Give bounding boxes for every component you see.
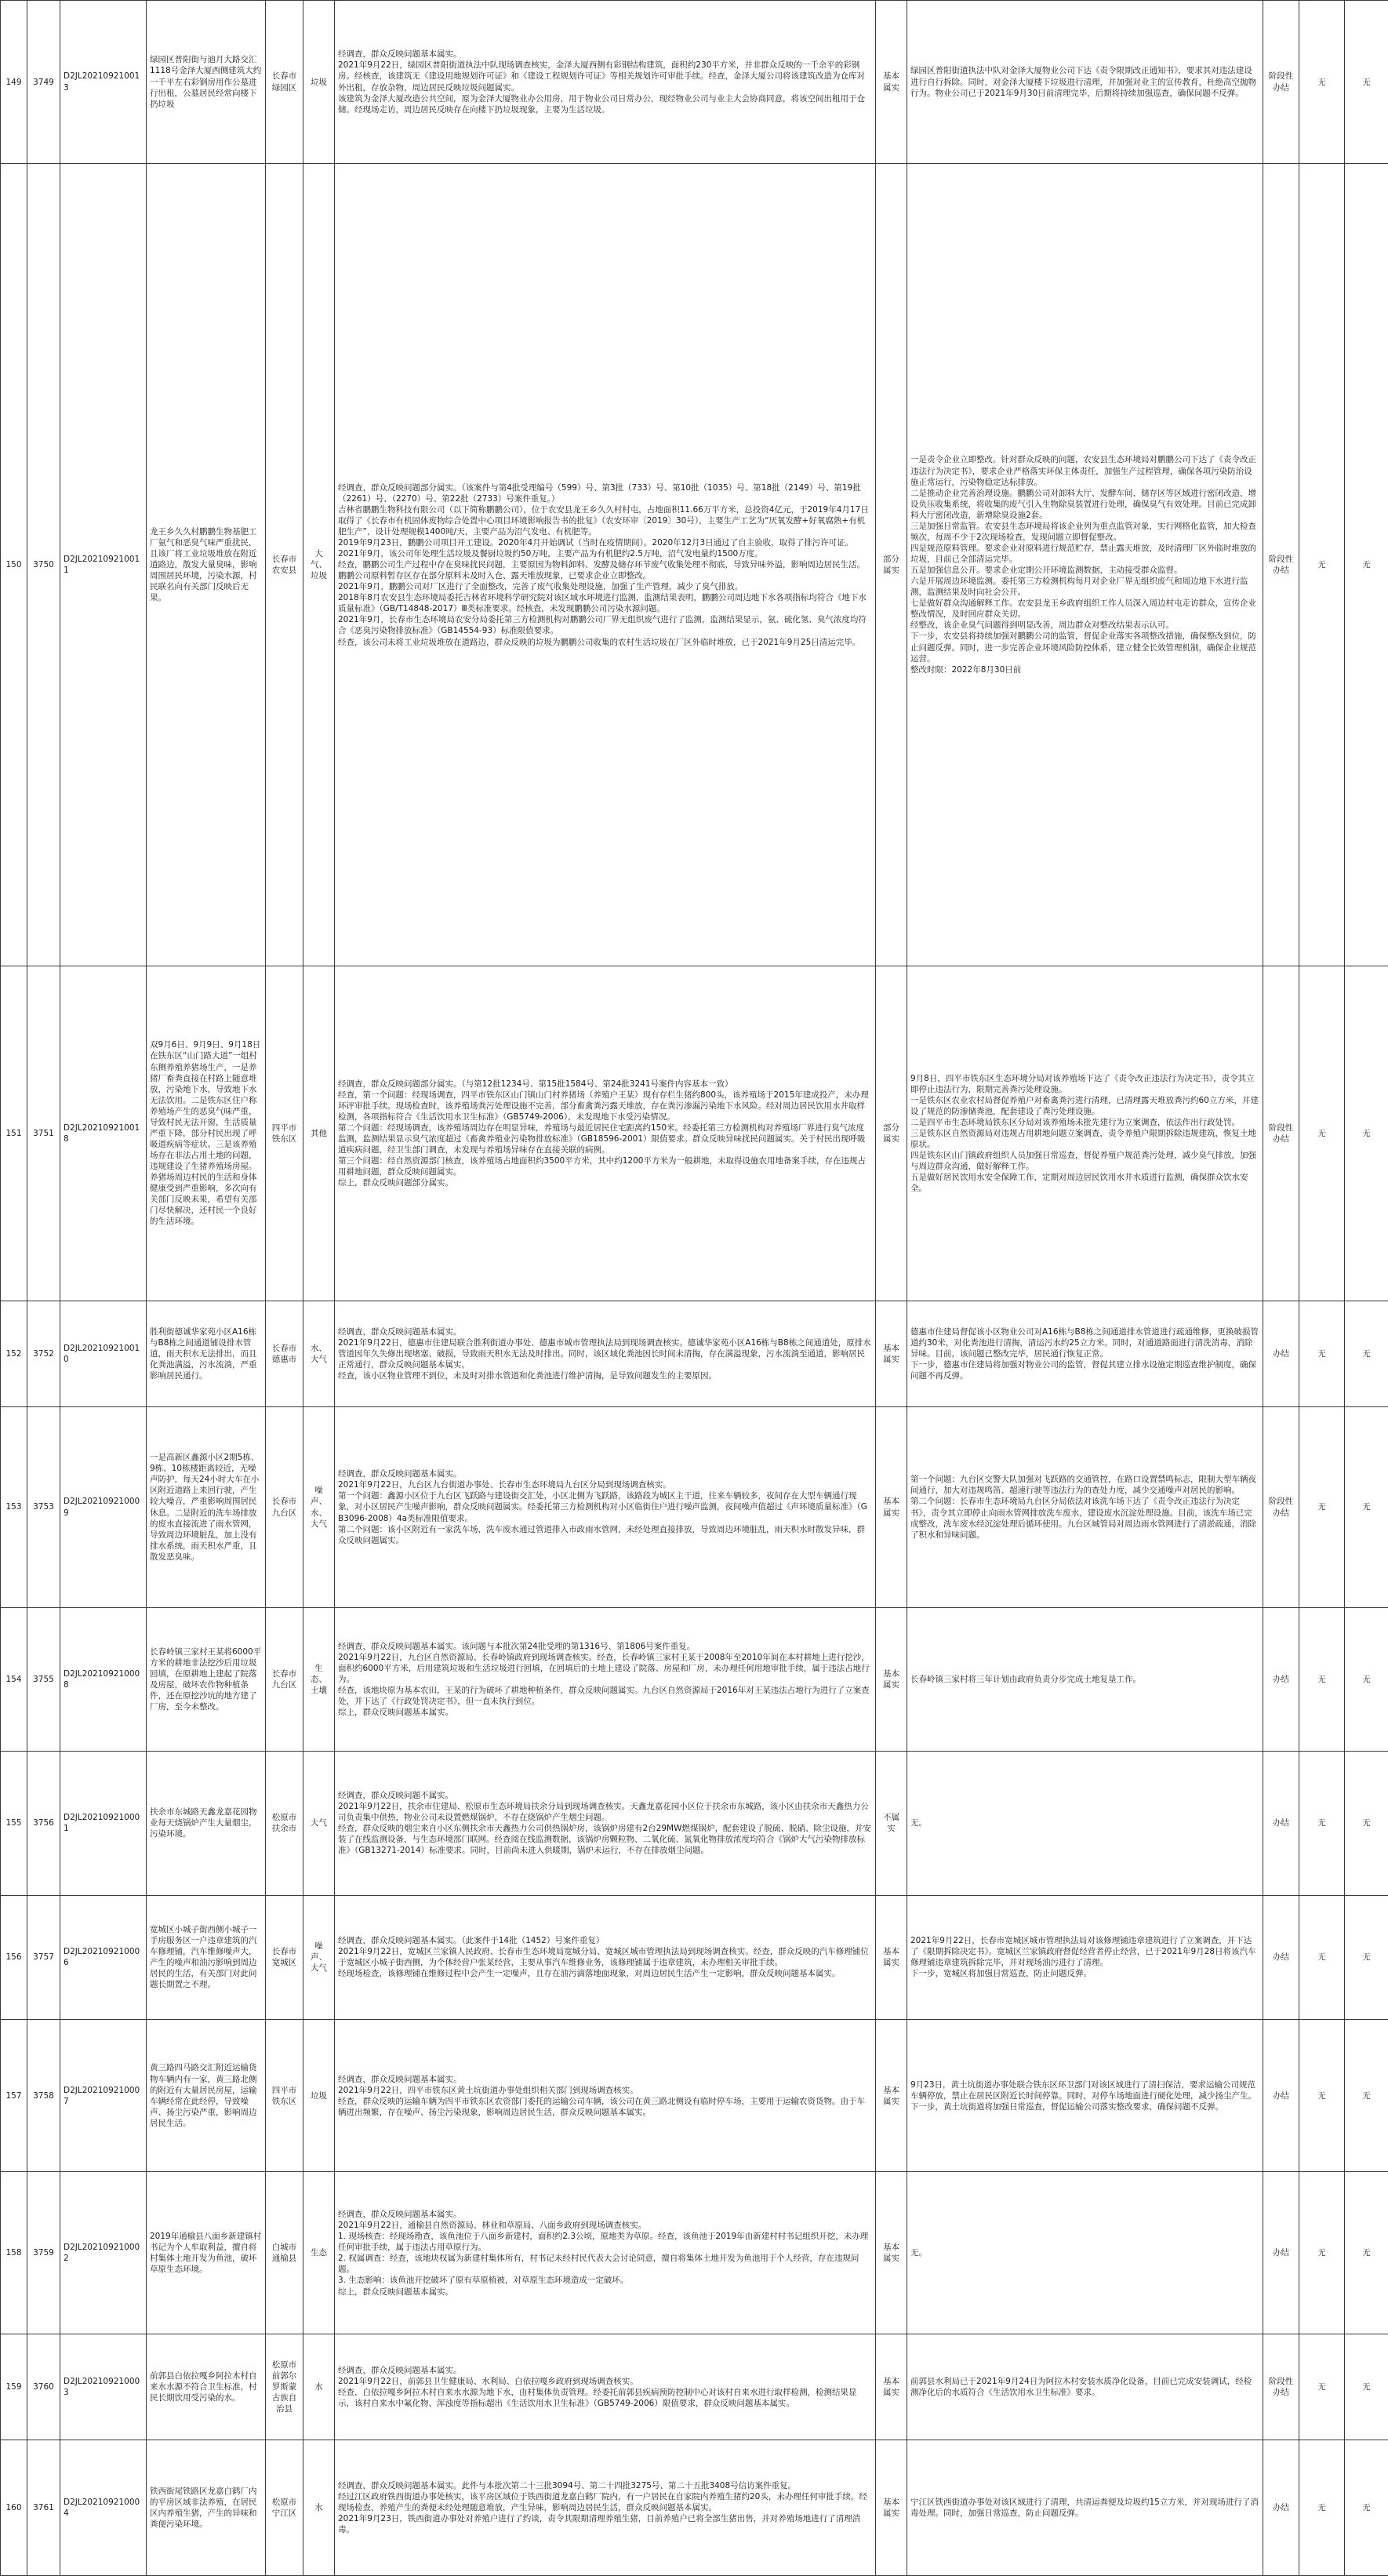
handling-result: 无	[1299, 1608, 1345, 1752]
table-row	[1, 966, 1388, 1301]
investigation-result: 经调查，群众反映问题基本属实。 2021年9月22日，前郭县卫生健康局、水利局、白依拉嘎乡政府到现场调查核实。 经查，白依拉嘎乡阿拉木村自来水水源为地下水，由村集体负责管理。经委托前郭县疾病预防控制中心对该村自来水进行取样检测，检测结果显示，该村自来水中氟化物、浑浊度等指标超出《生活饮用水卫生标准》（GB5749-2006）限值要求，群众反映问题基本属实。	[335, 2334, 876, 2440]
region: 长春市九台区	[266, 1608, 303, 1752]
region: 松原市扶余市	[266, 1751, 303, 1895]
case-id: 3761	[27, 2440, 60, 2575]
complaint-content: 龙王乡久久村鹏鹏生物基肥工厂氨气和恶臭气味严重扰民，且该厂将工业垃圾堆放在附近道路边，散发大量臭味，影响周围居民环境，污染水源，村民联名向有关部门反映后无果。	[147, 164, 266, 966]
complaint-content: 铁西街尾铁路区龙嘉白鹤厂内的平房区域非法养殖，在居民区内养殖生猪，产生的异味和粪便污染环境。	[147, 2440, 266, 2575]
pollution-type: 垃圾	[303, 2020, 335, 2172]
handling-result: 无	[1299, 1407, 1345, 1608]
case-code: D2JL202109210011	[60, 164, 147, 966]
investigation-result: 经调查，群众反映问题部分属实。（该案件与第4批受理编号（599）号、第3批（733）号、第10批（1035）号、第18批（2149）号、第19批（2261）号、（2270）号、第22批（2733）号案件重复。） 吉林省鹏鹏生物科技有限公司（以下简称鹏鹏公司），位于农安县龙王乡久久村村屯，占地面积11.66万平方米，总投资4亿元，于2019年4月17日取得了《长春市有机固体废物综合处置中心项目环境影响报告书的批复》（农安环审〔2019〕30号），主要生产工艺为“厌氧发酵+好氧腐熟+有机肥生产”，设计处理规模1400吨/天，主要产品为沼气发电、有机肥等。 2019年9月23日，鹏鹏公司项目开工建设。2020年4月开始调试（当时在疫情期间）。2020年12月3日通过了自主验收，取得了排污许可证。 2021年9月，该公司年处理生活垃圾及餐厨垃圾约50万吨，主要产品为有机肥约2.5万吨，沼气发电量约1500万度。 经查，鹏鹏公司生产过程中存在臭味扰民问题，主要原因为物料卸料、发酵及储存环节废气收集处理不彻底，导致异味外溢，影响周边居民生活。鹏鹏公司原料暂存区存在部分原料未及时入仓、露天堆放现象，已要求企业立即整改。 2021年9月，鹏鹏公司对厂区进行了全面整改，完善了废气收集处理设施，加强了生产管理，减少了臭气排放。 2018年8月农安县生态环境局委托吉林省环境科学研究院对该区域水环境进行监测，监测结果表明，鹏鹏公司周边地下水各项指标均符合《地下水质量标准》（GB/T14848-2017）Ⅲ类标准要求。经核查，未发现鹏鹏公司污染水源问题。 2021年9月，长春市生态环境局农安分局委托第三方检测机构对鹏鹏公司厂界无组织废气进行了监测，监测结果显示，氨、硫化氢、臭气浓度均符合《恶臭污染物排放标准》（GB14554-93）标准限值要求。 经查，该公司未将工业垃圾堆放在道路边，群众反映的垃圾为鹏鹏公司收集的农村生活垃圾在厂区外临时堆放，已于2021年9月25日清运完毕。	[335, 164, 876, 966]
case-id: 3752	[27, 1301, 60, 1406]
verdict: 部分属实	[876, 966, 907, 1301]
table-row	[1, 1, 1388, 164]
row-number: 160	[1, 2440, 27, 2575]
region: 白城市通榆县	[266, 2172, 303, 2334]
case-id: 3751	[27, 966, 60, 1301]
case-code: D2JL202109210007	[60, 2020, 147, 2172]
investigation-result: 经调查，群众反映问题基本属实。 2021年9月22日，九台区九台街道办事处、长春市生态环境局九台区分局到现场调查核实。 第一个问题：鑫源小区位于九台区飞跃路与建设街交汇处，小区北侧为飞跃路，该路段为城区主干道，往来车辆较多，夜间存在大型车辆通行现象，对小区居民产生噪声影响，群众反映问题属实。经委托第三方检测机构对小区临街住户进行噪声监测，夜间噪声值超过《声环境质量标准》（GB3096-2008）4a类标准限值要求。 第二个问题：该小区附近有一家洗车场，洗车废水通过管道排入市政雨水管网，未经处理直接排放，导致周边环境脏乱，雨天积水时散发异味，群众反映问题属实。	[335, 1407, 876, 1608]
handling-result: 无	[1299, 164, 1345, 966]
case-code: D2JL202109210009	[60, 1407, 147, 1608]
table-row	[1, 2172, 1388, 2334]
complaint-content: 双9月6日、9月9日、9月18日在铁东区“山门路大道”一组村东侧养殖养猪场生产，一是养猪厂畜粪直接在村路上随意堆放，污染地下水，导致地下水无法饮用。二是铁东区住户称养殖场产生的恶臭气味严重，导致村民无法开窗，生活质量严重下降，部分村民出现了呼吸道疾病等症状。三是该养殖场存在非法占用土地的问题，违规建设了生猪养殖场房屋。养猪场周边村民的生活和身体健康受到严重影响，多次向有关部门反映未果，希望有关部门尽快解决，还村民一个良好的生活环境。	[147, 966, 266, 1301]
accountability: 无	[1345, 2020, 1388, 2172]
accountability: 无	[1345, 1608, 1388, 1752]
complaint-content: 扶余市东城路天鑫龙嘉花园物业每天烧锅炉产生大量烟尘，污染环境。	[147, 1751, 266, 1895]
row-number: 152	[1, 1301, 27, 1406]
table-row	[1, 1608, 1388, 1752]
rectification: 一是责令企业立即整改。针对群众反映的问题，农安县生态环境局对鹏鹏公司下达了《责令改正违法行为决定书》，要求企业严格落实环保主体责任，加强生产过程管理，确保各项污染防治设施正常运行，污染物稳定达标排放。 二是推动企业完善治理设施。鹏鹏公司对卸料大厅、发酵车间、储存区等区域进行密闭改造，增设负压收集系统，将收集的废气引入生物除臭装置进行处理，确保臭气有效处理。目前已完成卸料大厅密闭改造，新增除臭设施2套。 三是加强日常监管。农安县生态环境局将该企业列为重点监管对象，实行网格化监管，加大检查频次，每周不少于2次现场检查，发现问题立即督促整改。 四是规范原料管理。要求企业对原料进行规范贮存，禁止露天堆放，及时清理厂区外临时堆放的垃圾，目前已全部清运完毕。 五是加强信息公开。要求企业定期公开环境监测数据，主动接受群众监督。 六是开展周边环境监测。委托第三方检测机构每月对企业厂界无组织废气和周边地下水进行监测，监测结果及时向社会公开。 七是做好群众沟通解释工作。农安县龙王乡政府组织工作人员深入周边村屯走访群众，宣传企业整改情况，及时回应群众关切。 经整改，该企业臭气问题得到明显改善，周边群众对整改结果表示认可。 下一步，农安县将持续加强对鹏鹏公司的监管，督促企业落实各项整改措施，确保整改到位，防止问题反弹。同时，进一步完善企业环境风险防控体系，建立健全长效管理机制，确保企业规范运营。 整改时限：2022年8月30日前	[907, 164, 1263, 966]
rectification: 宁江区铁西街道办事处对该区域进行了清理，共清运粪便及垃圾约15立方米，并对现场进行了消毒处理。同时，加强日常巡查，防止问题反弹。	[907, 2440, 1263, 2575]
verdict: 基本属实	[876, 1407, 907, 1608]
case-id: 3750	[27, 164, 60, 966]
case-code: D2JL202109210002	[60, 2172, 147, 2334]
progress-status: 办结	[1263, 1895, 1299, 2019]
pollution-type: 生态、土壤	[303, 1608, 335, 1752]
case-id: 3758	[27, 2020, 60, 2172]
complaint-content: 一是高新区鑫源小区2期5栋、9栋、10栋楼距离较近，无噪声防护，每天24小时大车在小区附近道路上来回行驶，产生较大噪音，严重影响周围居民休息。二是附近的洗车场排放的废水直接流进了雨水管网，导致周边环境脏乱，加上没有排水系统，雨天积水严重，且散发恶臭味。	[147, 1407, 266, 1608]
investigation-result: 经调查，群众反映问题基本属实。 2021年9月22日，四平市铁东区黄土坑街道办事处组织相关部门到现场调查核实。 经查，群众反映的运输车辆为四平市铁东区农资部门委托的运输公司车辆，该公司在黄三路北侧设有临时停车场，主要用于运输农资货物。由于车辆进出频繁，存在噪声、扬尘污染现象，影响周边居民生活，群众反映问题基本属实。	[335, 2020, 876, 2172]
case-id: 3759	[27, 2172, 60, 2334]
pollution-type: 垃圾	[303, 1, 335, 164]
accountability: 无	[1345, 1751, 1388, 1895]
verdict: 基本属实	[876, 2334, 907, 2440]
row-number: 150	[1, 164, 27, 966]
pollution-type: 生态	[303, 2172, 335, 2334]
verdict: 基本属实	[876, 1301, 907, 1406]
rectification: 绿园区普阳街道执法中队对金泽大厦物业公司下达《责令限期改正通知书》，要求其对违法建设进行自行拆除。同时，对金泽大厦楼下垃圾进行清理，并加强对业主的宣传教育，杜绝高空抛物行为。物业公司已于2021年9月30日前清理完毕，后期将持续加强巡查，确保问题不反弹。	[907, 1, 1263, 164]
rectification: 德惠市住建局督促该小区物业公司对A16栋与B8栋之间通道排水管道进行疏通维修，更换破损管道约30米，对化粪池进行清掏，清运污水约25立方米。同时，对通道路面进行清洗消毒，消除异味。目前，该问题已整改完毕，居民通行恢复正常。 下一步，德惠市住建局将加强对物业公司的监管，督促其建立排水设施定期巡查维护制度，确保问题不再反弹。	[907, 1301, 1263, 1406]
handling-result: 无	[1299, 1, 1345, 164]
investigation-result: 经调查，群众反映问题基本属实。 2021年9月22日，德惠市住建局联合胜利街道办事处、德惠市城市管理执法局到现场调查核实。德诚华家苑小区A16栋与B8栋之间通道处，原排水管道因年久失修出现堵塞、破损，导致雨天积水无法及时排出。同时，该区域化粪池因长时间未清掏，存在满溢现象，污水流淌至通道，影响居民正常通行，群众反映问题基本属实。 经查，该小区物业管理不到位，未及时对排水管道和化粪池进行维护清掏，是导致问题发生的主要原因。	[335, 1301, 876, 1406]
table-row	[1, 1301, 1388, 1406]
verdict: 基本属实	[876, 1895, 907, 2019]
table-row	[1, 1895, 1388, 2019]
complaint-content: 胜利街德诚华家苑小区A16栋与B8栋之间通道铺设排水管道，雨天积水无法排出，而且化粪池满溢，污水流淌，严重影响居民通行。	[147, 1301, 266, 1406]
table-row	[1, 2334, 1388, 2440]
investigation-result: 经调查，群众反映问题基本属实。该问题与本批次第24批受理的第1316号、第1806号案件重复。 2021年9月22日，九台区自然资源局、长春岭镇政府到现场调查核实。经查，长春岭镇三家村王某于2008年至2010年间在本村耕地上进行挖沙，面积约6000平方米，后用建筑垃圾和生活垃圾进行回填，在回填后的土地上建设了院落、房屋和厂房，未办理任何用地审批手续，属于违法占地行为。 经查，该地块原为基本农田，王某的行为破坏了耕地种植条件，群众反映问题属实。九台区自然资源局于2016年对王某违法占地行为进行了立案查处，并下达了《行政处罚决定书》，但一直未执行到位。 综上，群众反映问题基本属实。	[335, 1608, 876, 1752]
handling-result: 无	[1299, 2440, 1345, 2575]
complaint-content: 黄三路四马路交汇附近运输货物车辆内有一家，黄三路北侧的附近有大量居民房屋，运输车辆经常在此经停，导致噪声、扬尘污染严重，影响周边居民生活。	[147, 2020, 266, 2172]
investigation-result: 经调查，群众反映问题基本属实。此件与本批次第二十三批3094号、第二十四批3275号、第二十五批3408号信访案件重复。 经过江区政府铁西街道办事处核实，该平房区域位于铁西街道龙嘉白鹤厂院内，有一户居民在自家院内养殖生猪约20头，未办理任何审批手续。经现场检查，养殖产生的粪便未经处理随意堆放，产生异味，影响周边居民生活，群众反映问题基本属实。 2021年9月23日，铁西街道办事处对养殖户进行了约谈，责令其限期清理养殖生猪，目前养殖户已将全部生猪出售，并对养殖场地进行了清理消毒。	[335, 2440, 876, 2575]
region: 长春市农安县	[266, 164, 303, 966]
region: 长春市宽城区	[266, 1895, 303, 2019]
case-code: D2JL202109210013	[60, 1, 147, 164]
pollution-type: 噪声、水、大气	[303, 1407, 335, 1608]
progress-status: 办结	[1263, 1301, 1299, 1406]
pollution-type: 其他	[303, 966, 335, 1301]
row-number: 157	[1, 2020, 27, 2172]
complaint-content: 长春岭镇三家村王某将6000平方米的耕地非法挖沙后用垃圾回填，在原耕地上建起了院落及房屋，破坏农作物种植条件，还在原挖沙坑的地方建了厂房，至今未整改。	[147, 1608, 266, 1752]
table-row	[1, 1407, 1388, 1608]
pollution-type: 大气	[303, 1751, 335, 1895]
accountability: 无	[1345, 2172, 1388, 2334]
handling-result: 无	[1299, 1895, 1345, 2019]
row-number: 151	[1, 966, 27, 1301]
handling-result: 无	[1299, 1301, 1345, 1406]
rectification: 2021年9月22日，长春市宽城区城市管理执法局对该修理铺违章建筑进行了立案调查，并下达了《限期拆除决定书》。宽城区兰家镇政府督促经营者停止经营，已于2021年9月28日将该汽车修理铺违章建筑拆除完毕，并对现场油污进行了清理。 下一步，宽城区将加强日常巡查，防止问题反弹。	[907, 1895, 1263, 2019]
table-row	[1, 164, 1388, 966]
investigation-result: 经调查，群众反映问题部分属实。（与第12批1234号、第15批1584号、第24批3241号案件内容基本一致） 经查，第一个问题：经现场调查，四平市铁东区山门镇山门村养猪场（养殖户王某）现有存栏生猪约800头，该养殖场于2015年建成投产，未办理环评审批手续。现场检查时，该养殖场粪污处理设施不完善，部分畜禽粪污露天堆放，存在粪污渗漏污染地下水风险。经对周边居民饮用水井取样检测，各项指标符合《生活饮用水卫生标准》（GB5749-2006），未发现地下水受污染情况。 第二个问题：经现场调查，该养殖场周边存在明显异味，养殖场与最近居民住宅距离约150米。经委托第三方检测机构对养殖场厂界进行臭气浓度监测，监测结果显示臭气浓度超过《畜禽养殖业污染物排放标准》（GB18596-2001）限值要求。群众反映异味扰民问题属实。关于村民出现呼吸道疾病问题，经卫生部门调查，未发现与养殖场异味存在直接关联的病例。 第三个问题：经自然资源部门核查，该养殖场占地面积约3500平方米，其中约1200平方米为一般耕地，未取得设施农用地备案手续，存在违规占用耕地问题，群众反映问题属实。 综上，群众反映问题部分属实。	[335, 966, 876, 1301]
row-number: 158	[1, 2172, 27, 2334]
progress-status: 阶段性办结	[1263, 966, 1299, 1301]
handling-result: 无	[1299, 1751, 1345, 1895]
complaint-content: 宽城区小城子街西侧小城子一手房服务区一户违章建筑的汽车修理铺，汽车维修噪声大，产生的噪声和油污影响到周边居民的生活，有关部门对此问题长期置之不理。	[147, 1895, 266, 2019]
accountability: 无	[1345, 966, 1388, 1301]
region: 四平市铁东区	[266, 2020, 303, 2172]
region: 长春市绿园区	[266, 1, 303, 164]
progress-status: 办结	[1263, 1608, 1299, 1752]
accountability: 无	[1345, 2440, 1388, 2575]
rectification: 前郭县水利局已于2021年9月24日为阿拉木村安装水质净化设备，目前已完成安装调试，经检测净化后的水质符合《生活饮用水卫生标准》要求。	[907, 2334, 1263, 2440]
investigation-result: 经调查，群众反映问题基本属实。（此案件于14批（1452）号案件重复） 2021年9月22日，宽城区兰家镇人民政府、长春市生态环境局宽城分局、宽城区城市管理执法局到现场调查核实。经查，群众反映的汽车修理铺位于宽城区小城子街西侧，为个体经营户张某经营，主要从事汽车维修业务，该修理铺属于违章建筑，未办理相关审批手续。 经现场检查，该修理铺在维修过程中会产生一定噪声，且存在油污滴落地面现象，对周边居民生活产生一定影响，群众反映问题基本属实。	[335, 1895, 876, 2019]
rectification: 9月23日，黄土坑街道办事处联合铁东区环卫部门对该区域进行了清扫保洁，要求运输公司规范车辆停放，禁止在居民区附近长时间停靠。同时，对停车场地面进行硬化处理，减少扬尘产生。 下一步，黄土坑街道将加强日常巡查，督促运输公司落实整改要求，确保问题不反弹。	[907, 2020, 1263, 2172]
complaint-content: 前郭县白依拉嘎乡阿拉木村自来水水源不符合卫生标准，村民长期饮用受污染的水。	[147, 2334, 266, 2440]
case-code: D2JL202109210001	[60, 1751, 147, 1895]
case-code: D2JL202109210004	[60, 2440, 147, 2575]
pollution-type: 大气、垃圾	[303, 164, 335, 966]
handling-result: 无	[1299, 2020, 1345, 2172]
progress-status: 办结	[1263, 1751, 1299, 1895]
region: 长春市德惠市	[266, 1301, 303, 1406]
case-code: D2JL202109210010	[60, 1301, 147, 1406]
row-number: 156	[1, 1895, 27, 2019]
case-id: 3756	[27, 1751, 60, 1895]
accountability: 无	[1345, 164, 1388, 966]
table-row	[1, 1751, 1388, 1895]
investigation-result: 经调查，群众反映问题基本属实。 2021年9月22日，绿园区普阳街道执法中队现场调查核实，金泽大厦西侧有彩钢结构建筑，面积约230平方米，并非群众反映的一千余平的彩钢房。经核查，该建筑无《建设用地规划许可证》和《建设工程规划许可证》等相关规划许可审批手续。经查，金泽大厦公司将该建筑改造为仓库对外出租，存放杂物，周边居民反映垃圾问题属实。 该建筑为金泽大厦改造公共空间，原为金泽大厦物业办公用房，用于物业公司日常办公，现经物业公司与业主大会协商同意，将该空间出租用于仓储。经现场走访，周边居民反映存在向楼下扔垃圾现象，主要为生活垃圾。	[335, 1, 876, 164]
pollution-type: 水	[303, 2334, 335, 2440]
investigation-result: 经调查，群众反映问题不属实。 2021年9月22日，扶余市住建局、松原市生态环境局扶余分局到现场调查核实。天鑫龙嘉花园小区位于扶余市东城路，该小区由扶余市天鑫热力公司负责集中供热，物业公司未设置燃煤锅炉，不存在烧锅炉产生烟尘问题。 经查，群众反映的烟尘来自小区东侧扶余市天鑫热力公司供热锅炉房，该锅炉房建有2台29MW燃煤锅炉，配套建设了脱硫、脱硝、除尘设施，并安装了在线监测设备，与生态环境部门联网。经查阅在线监测数据，该锅炉房颗粒物、二氧化硫、氮氧化物排放浓度均符合《锅炉大气污染物排放标准》（GB13271-2014）标准要求。同时，目前尚未进入供暖期，锅炉未运行，不存在排放烟尘问题。	[335, 1751, 876, 1895]
progress-status: 阶段性办结	[1263, 1, 1299, 164]
table-row	[1, 2020, 1388, 2172]
verdict: 基本属实	[876, 2172, 907, 2334]
verdict: 基本属实	[876, 2440, 907, 2575]
pollution-type: 水、大气	[303, 1301, 335, 1406]
pollution-type: 水	[303, 2440, 335, 2575]
complaint-content: 绿园区普阳街与迪月大路交汇1118号金泽大厦西侧建筑大约一千平左右彩钢房用作公墓进行出租，公墓居民经常向楼下扔垃圾	[147, 1, 266, 164]
table-row	[1, 2440, 1388, 2575]
case-id: 3760	[27, 2334, 60, 2440]
verdict: 基本属实	[876, 1608, 907, 1752]
accountability: 无	[1345, 1301, 1388, 1406]
progress-status: 阶段性办结	[1263, 164, 1299, 966]
verdict: 部分属实	[876, 164, 907, 966]
verdict: 基本属实	[876, 1, 907, 164]
region: 松原市前郭尔罗斯蒙古族自治县	[266, 2334, 303, 2440]
progress-status: 办结	[1263, 2020, 1299, 2172]
progress-status: 办结	[1263, 2172, 1299, 2334]
investigation-result: 经调查，群众反映问题基本属实。 2021年9月22日，通榆县自然资源局、林业和草原局、八面乡政府到现场调查核实。 1. 现场核查：经现场勘查，该鱼池位于八面乡新建村，面积约2.3公顷，原地类为草原。经查，该鱼池于2019年由新建村村书记组织开挖，未办理任何审批手续，属于违法占用草原行为。 2. 权属调查：经查，该地块权属为新建村集体所有，村书记未经村民代表大会讨论同意，擅自将集体土地开发为鱼池用于个人经营，存在违规问题。 3. 生态影响：该鱼池开挖破坏了原有草原植被，对草原生态环境造成一定破坏。 综上，群众反映问题基本属实。	[335, 2172, 876, 2334]
pollution-type: 噪声、大气	[303, 1895, 335, 2019]
row-number: 153	[1, 1407, 27, 1608]
accountability: 无	[1345, 2334, 1388, 2440]
accountability: 无	[1345, 1407, 1388, 1608]
rectification: 无。	[907, 2172, 1263, 2334]
case-id: 3749	[27, 1, 60, 164]
progress-status: 阶段性办结	[1263, 2334, 1299, 2440]
case-id: 3755	[27, 1608, 60, 1752]
case-code: D2JL202109210008	[60, 1608, 147, 1752]
rectification: 9月8日，四平市铁东区生态环境分局对该养殖场下达了《责令改正违法行为决定书》，责令其立即停止违法行为，限期完善粪污处理设施。 一是铁东区农业农村局督促养殖户对畜禽粪污进行清理，已清理露天堆放粪污约60立方米，并建设了规范的防渗储粪池，配套建设了粪污处理设施。 二是四平市生态环境局铁东区分局对该养殖场未批先建行为立案调查，依法作出行政处罚。 三是铁东区自然资源局对违规占用耕地问题立案调查，责令养殖户限期拆除违规建筑，恢复土地原状。 四是铁东区山门镇政府组织人员加强日常巡查，督促养殖户规范粪污处理，减少臭气排放，加强与周边群众沟通，做好解释工作。 五是做好居民饮用水安全保障工作，定期对周边居民饮用水井水质进行监测，确保群众饮水安全。	[907, 966, 1263, 1301]
row-number: 154	[1, 1608, 27, 1752]
case-code: D2JL202109210006	[60, 1895, 147, 2019]
rectification: 长春岭镇三家村将三年计划由政府负责分步完成土地复垦工作。	[907, 1608, 1263, 1752]
handling-result: 无	[1299, 2334, 1345, 2440]
progress-status: 办结	[1263, 2440, 1299, 2575]
row-number: 155	[1, 1751, 27, 1895]
case-id: 3757	[27, 1895, 60, 2019]
rectification: 无。	[907, 1751, 1263, 1895]
accountability: 无	[1345, 1, 1388, 164]
rectification: 第一个问题：九台区交警大队加强对飞跃路的交通管控，在路口设置禁鸣标志，限制大型车辆夜间通行，加大对违规鸣笛、超速行驶等违法行为的查处力度，减少交通噪声对居民的影响。 第二个问题：长春市生态环境局九台区分局依法对该洗车场下达了《责令改正违法行为决定书》，责令其立即停止向雨水管网排放洗车废水，建设废水沉淀处理设施。目前，该洗车场已完成整改，洗车废水经沉淀处理后循环使用。九台区城管局对周边雨水管网进行了清淤疏通，消除了积水和异味问题。	[907, 1407, 1263, 1608]
handling-result: 无	[1299, 2172, 1345, 2334]
region: 长春市九台区	[266, 1407, 303, 1608]
row-number: 149	[1, 1, 27, 164]
case-id: 3753	[27, 1407, 60, 1608]
case-code: D2JL202109210003	[60, 2334, 147, 2440]
progress-status: 阶段性办结	[1263, 1407, 1299, 1608]
row-number: 159	[1, 2334, 27, 2440]
region: 四平市铁东区	[266, 966, 303, 1301]
case-code: D2JL202109210018	[60, 966, 147, 1301]
region: 松原市宁江区	[266, 2440, 303, 2575]
handling-result: 无	[1299, 966, 1345, 1301]
verdict: 不属实	[876, 1751, 907, 1895]
verdict: 基本属实	[876, 2020, 907, 2172]
accountability: 无	[1345, 1895, 1388, 2019]
complaint-content: 2019年通榆县八面乡新建镇村书记为个人牟取利益，擅自将村集体土地开发为鱼池，破坏草原生态环境。	[147, 2172, 266, 2334]
